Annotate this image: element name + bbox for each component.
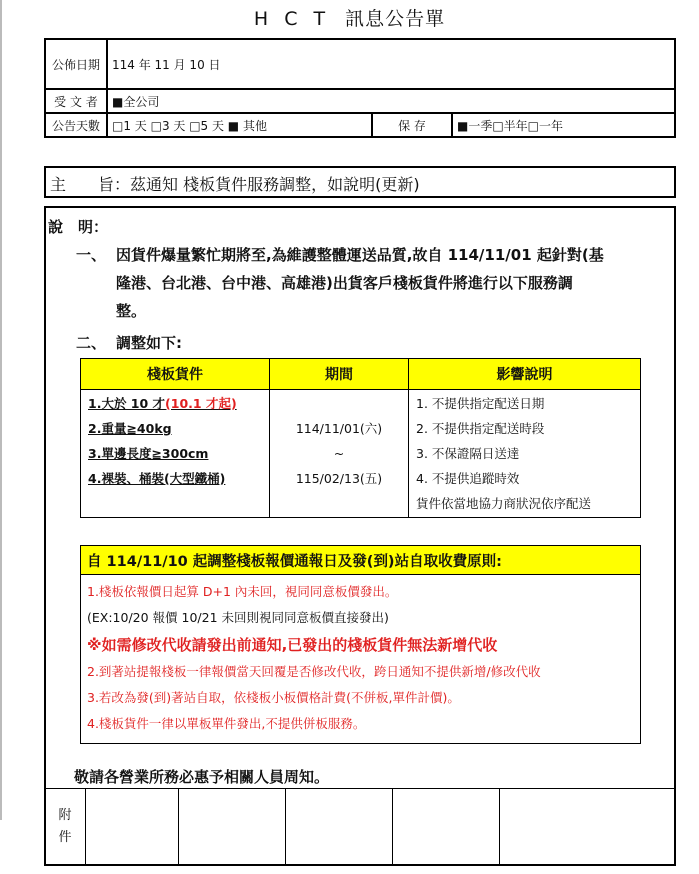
- rule-example: (EX:10/20 報價 10/21 未回則視同同意板價直接發出): [87, 610, 389, 625]
- left-margin-line: [0, 0, 2, 820]
- effect-3: 3. 不保證隔日送達: [416, 446, 520, 461]
- announce-date-label: 公佈日期: [45, 39, 107, 89]
- pallet-item-1: 1.大於 10 才(10.1 才起): [88, 396, 237, 411]
- effect-note: 貨件依當地協力商狀況依序配送: [416, 496, 592, 511]
- item2-number: 二、: [76, 334, 107, 352]
- pallet-item-4: 4.裸裝、桶裝(大型鐵桶): [88, 471, 226, 486]
- attachment-table: [44, 788, 676, 866]
- item1-line1: 因貨件爆量繁忙期將至,為維護整體運送品質,故自 114/11/01 起針對(基: [116, 246, 604, 264]
- announce-date-value: 114 年 11 月 10 日: [107, 39, 675, 89]
- col-header-period: 期間: [270, 359, 409, 390]
- attachment-cell-4: [393, 789, 500, 866]
- service-table: [80, 358, 641, 518]
- item1-line3: 整。: [116, 302, 147, 320]
- rule-line-4: 4.棧板貨件一律以單板單件發出,不提供併板服務。: [87, 716, 366, 731]
- attachment-cell-3: [286, 789, 393, 866]
- rules-box: [80, 545, 641, 744]
- form-name: 訊息公告單: [345, 8, 446, 30]
- recipient-value: ■全公司: [107, 89, 675, 113]
- effects-cell: [409, 390, 641, 518]
- subject-box: [44, 166, 676, 198]
- subject-text: 茲通知 棧板貨件服務調整，如說明(更新): [130, 175, 420, 194]
- pallet-item-1-red: (10.1 才起): [165, 396, 237, 411]
- effect-2: 2. 不提供指定配送時段: [416, 421, 545, 436]
- attachment-cell-5: [500, 789, 676, 866]
- pallet-item-2: 2.重量≧40kg: [88, 421, 172, 436]
- days-label: 公告天數: [45, 113, 107, 137]
- effect-1: 1. 不提供指定配送日期: [416, 396, 545, 411]
- item2-text: 調整如下:: [116, 334, 182, 352]
- rule-line-2: 2.到著站提報棧板一律報價當天回覆是否修改代收，跨日通知不提供新增/修改代收: [87, 664, 541, 679]
- rule-line-1: 1.棧板依報價日起算 D+1 內未回，視同同意板價發出。: [87, 584, 398, 599]
- effect-4: 4. 不提供追蹤時效: [416, 471, 520, 486]
- col-header-effect: 影響說明: [409, 359, 641, 390]
- col-header-pallet: 棧板貨件: [81, 359, 270, 390]
- closing-note: 敬請各營業所務必惠予相關人員周知。: [74, 768, 330, 786]
- document-title: [0, 4, 699, 31]
- subject-label: 主 旨：: [50, 175, 131, 194]
- period-cell: [270, 390, 409, 518]
- period-separator: ~: [333, 446, 345, 461]
- company-name: HCT: [253, 8, 342, 30]
- rule-warning: ※如需修改代收請發出前通知,已發出的棧板貨件無法新增代收: [87, 636, 498, 654]
- period-start: 114/11/01(六): [295, 421, 383, 436]
- period-end: 115/02/13(五): [295, 471, 383, 486]
- attachment-label: 附件: [45, 789, 86, 866]
- keep-label: 保 存: [372, 113, 452, 137]
- item1-line2: 隆港、台北港、台中港、高雄港)出貨客戶棧板貨件將進行以下服務調: [116, 274, 573, 292]
- keep-value: ■一季□半年□一年: [452, 113, 675, 137]
- header-table: [44, 38, 676, 138]
- rules-heading: 自 114/11/10 起調整棧板報價通報日及發(到)站自取收費原則:: [81, 546, 640, 575]
- attachment-cell-1: [86, 789, 179, 866]
- body-title: 說 明：: [48, 218, 109, 236]
- recipient-label: 受 文 者: [45, 89, 107, 113]
- pallet-items-cell: [81, 390, 270, 518]
- rule-line-3: 3.若改為發(到)著站自取，依棧板小板價格計費(不併板,單件計價)。: [87, 690, 460, 705]
- pallet-item-3: 3.單邊長度≧300cm: [88, 446, 209, 461]
- item1-number: 一、: [76, 246, 107, 264]
- days-value: □1 天 □3 天 □5 天 ■ 其他: [107, 113, 372, 137]
- attachment-cell-2: [179, 789, 286, 866]
